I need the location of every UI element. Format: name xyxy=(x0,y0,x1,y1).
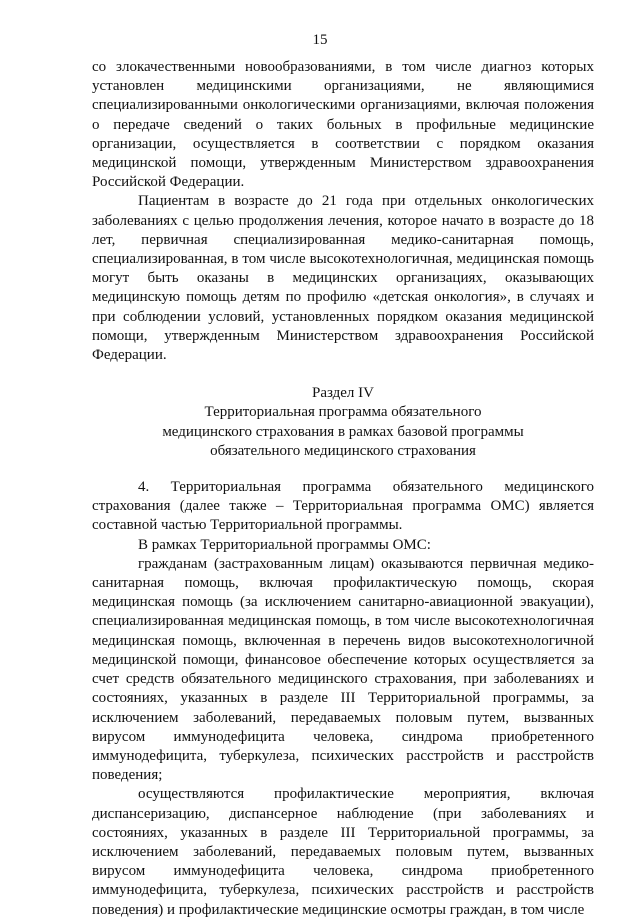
paragraph-care-provided: гражданам (застрахованным лицам) оказываются первичная медико-санитарная помощь, включая профилактическую помощь, скорая медицинская помощь (за исключением санитарно-авиационной эвакуации), специализированная медицинская помощь, в том числе высокотехнологичная медицинская помощь, включенная в перечень видов высокотехнологичной медицинской помощи, финансовое обеспечение которых осуществляется за счет средств обязательного медицинского страхования, при заболеваниях и состояниях, указанных в разделе III Территориальной программы, за исключением заболеваний, передаваемых половым путем, вызванных вирусом иммунодефицита человека, синдрома приобретенного иммунодефицита, туберкулеза, психических расстройств и расстройств поведения; xyxy=(92,555,594,784)
paragraph-continuation: со злокачественными новообразованиями, в том числе диагноз которых установлен медицинскими организациями, не являющимися специализированными онкологическими организациями, включая положения о передаче сведений о таких больных в профильные медицинские организации, осуществляется в соответствии с порядком оказания медицинской помощи, утвержденным Министерством здравоохранения Российской Федерации. xyxy=(92,59,594,191)
paragraph-preventive-measures: осуществляются профилактические мероприятия, включая диспансеризацию, диспансерное наблюдение (при заболеваниях и состояниях, указанных в разделе III Территориальной программы, за исключением заболеваний, передаваемых половым путем, вызванных вирусом иммунодефицита человека, синдрома приобретенного иммунодефицита, туберкулеза, психических расстройств и расстройств поведения) и профилактические медицинские осмотры граждан, в том числе xyxy=(92,786,594,918)
paragraph-patients-under-21: Пациентам в возрасте до 21 года при отдельных онкологических заболеваниях с целью продолжения лечения, которое начато в возрасте до 18 лет, первичная специализированная медико-санитарная помощь, специализированная, в том числе высокотехнологичная, медицинская помощь могут быть оказаны в медицинских организациях, оказывающих медицинскую помощь детям по профилю «детская онкология», в случаях и при соблюдении условий, установленных порядком оказания медицинской помощи, утвержденным Министерством здравоохранения Российской Федерации. xyxy=(92,193,594,364)
section-spacer xyxy=(92,461,594,478)
section-spacer xyxy=(92,365,594,384)
paragraph-item-4: 4. Территориальная программа обязательного медицинского страхования (далее также – Территориальная программа ОМС) является составной частью Территориальной программы. xyxy=(92,479,594,534)
page-number: 15 xyxy=(312,32,328,48)
document-body xyxy=(92,58,594,920)
section-title-line-1: Территориальная программа обязательного xyxy=(204,404,482,421)
paragraph-oms-intro: В рамках Территориальной программы ОМС: xyxy=(138,536,431,553)
section-title-line-3: обязательного медицинского страхования xyxy=(210,442,476,459)
section-label: Раздел IV xyxy=(311,385,374,402)
section-title-line-2: медицинского страхования в рамках базовой программы xyxy=(162,423,524,440)
